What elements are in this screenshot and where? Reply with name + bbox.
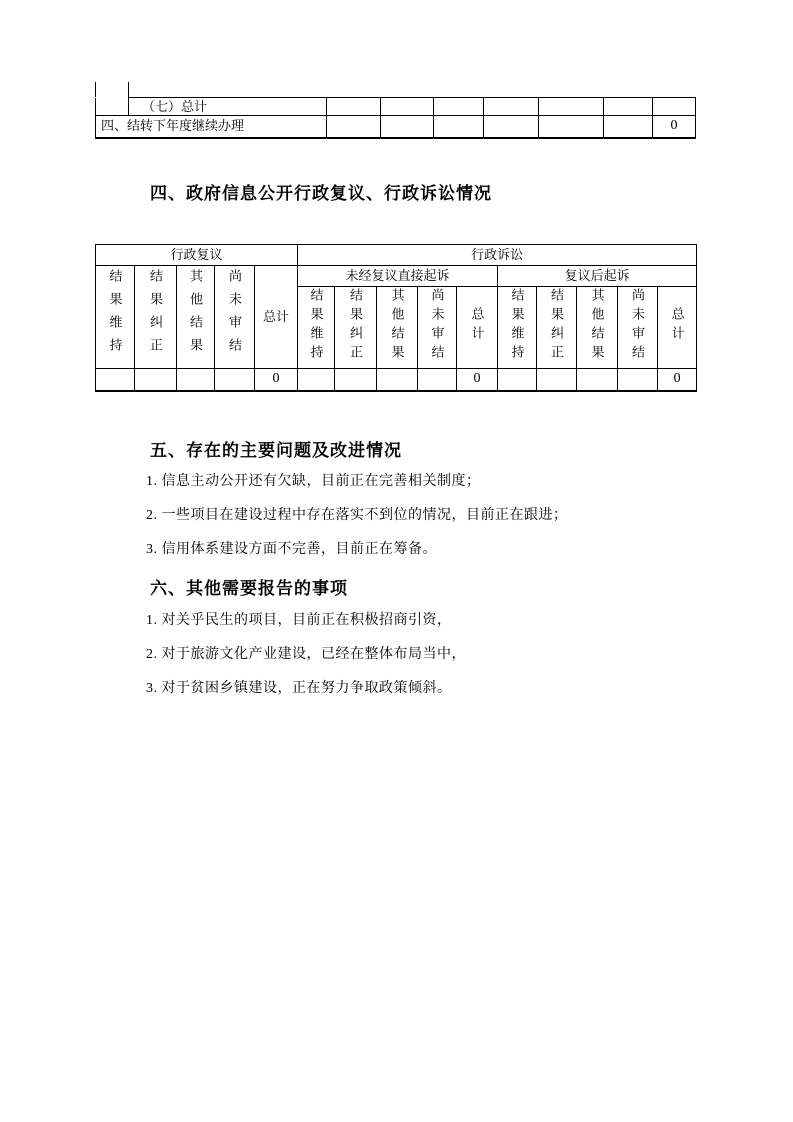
col-label: 其他结果: [389, 287, 405, 364]
section-5-item-3: 3. 信用体系建设方面不完善，目前正在筹备。: [146, 542, 437, 557]
empty-cell: [604, 98, 653, 116]
continued-category-cell: [96, 98, 129, 116]
carryover-row: [96, 116, 696, 138]
empty-cell: [215, 369, 255, 391]
col-label: 尚未审结: [630, 287, 646, 364]
empty-cell: [484, 98, 539, 116]
col-after-upheld: [498, 287, 537, 369]
empty-cell: [537, 369, 577, 391]
col-after-pending: [618, 287, 658, 369]
carryover-label: 四、结转下年度继续办理: [96, 116, 327, 138]
section-5-item-2: 2. 一些项目在建设过程中存在落实不到位的情况，目前正在跟进；: [146, 508, 568, 523]
direct-lawsuit-total-value: 0: [457, 369, 498, 391]
subtotal-label: （七）总计: [129, 98, 327, 116]
col-label: 总计: [469, 306, 485, 345]
col-label: 结果纠正: [148, 269, 163, 362]
col-label: 结果维持: [308, 287, 324, 364]
col-reconsideration-pending: [215, 266, 255, 369]
col-reconsideration-other: [177, 266, 215, 369]
col-direct-total: [457, 287, 498, 369]
empty-cell: [498, 369, 537, 391]
col-label: 其他结果: [589, 287, 605, 364]
empty-cell: [618, 369, 658, 391]
empty-cell: [484, 116, 539, 138]
empty-cell: [604, 116, 653, 138]
empty-cell: [377, 369, 418, 391]
data-row: [96, 369, 697, 391]
section-6-item-1: 1. 对关乎民生的项目，目前正在积极招商引资，: [146, 613, 452, 628]
admin-litigation-header: 行政诉讼: [298, 245, 697, 266]
empty-cell: [434, 116, 484, 138]
section-4-heading: 四、政府信息公开行政复议、行政诉讼情况: [150, 184, 492, 203]
table-continuation-line-right: [128, 82, 129, 97]
empty-cell: [381, 116, 434, 138]
col-label: 结果维持: [509, 287, 525, 364]
col-direct-other: [377, 287, 418, 369]
after-reconsideration-lawsuit-subheader: 复议后起诉: [498, 266, 697, 287]
empty-cell: [653, 98, 696, 116]
section-5-item-1: 1. 信息主动公开还有欠缺，目前正在完善相关制度；: [146, 474, 481, 489]
col-label: 尚未审结: [227, 269, 242, 362]
carryover-table: [95, 97, 696, 139]
empty-cell: [539, 98, 604, 116]
direct-lawsuit-subheader: 未经复议直接起诉: [298, 266, 498, 287]
group-header-row: [96, 245, 697, 266]
empty-cell: [327, 116, 381, 138]
section-6-item-3: 3. 对于贫困乡镇建设，正在努力争取政策倾斜。: [146, 681, 452, 696]
reconsideration-total-value: 0: [255, 369, 298, 391]
col-reconsideration-upheld: [96, 266, 135, 369]
col-after-corrected: [537, 287, 577, 369]
col-label: 结果纠正: [549, 287, 565, 364]
section-6-heading: 六、其他需要报告的事项: [150, 579, 348, 598]
empty-cell: [434, 98, 484, 116]
empty-cell: [298, 369, 335, 391]
col-label: 其他结果: [188, 269, 203, 362]
empty-cell: [418, 369, 457, 391]
section-6-item-2: 2. 对于旅游文化产业建设，已经在整体布局当中，: [146, 647, 466, 662]
admin-reconsideration-header: 行政复议: [96, 245, 298, 266]
col-label: 结果维持: [107, 269, 123, 362]
col-direct-corrected: [335, 287, 377, 369]
empty-cell: [177, 369, 215, 391]
col-direct-upheld: [298, 287, 335, 369]
empty-cell: [381, 98, 434, 116]
col-after-other: [577, 287, 618, 369]
empty-cell: [577, 369, 618, 391]
carryover-total-value: 0: [653, 116, 696, 138]
col-reconsideration-corrected: [135, 266, 177, 369]
review-litigation-table: [95, 244, 697, 392]
after-lawsuit-total-value: 0: [658, 369, 697, 391]
empty-cell: [335, 369, 377, 391]
empty-cell: [327, 98, 381, 116]
col-label: 尚未审结: [429, 287, 445, 364]
empty-cell: [135, 369, 177, 391]
section-5-heading: 五、存在的主要问题及改进情况: [150, 441, 402, 460]
table-continuation-line-left: [95, 82, 96, 97]
subgroup-header-row: [96, 266, 697, 287]
subtotal-row: [96, 98, 696, 116]
col-reconsideration-total: 总计: [255, 266, 298, 369]
col-direct-pending: [418, 287, 457, 369]
col-after-total: [658, 287, 697, 369]
empty-cell: [96, 369, 135, 391]
empty-cell: [539, 116, 604, 138]
col-label: 结果纠正: [348, 287, 364, 364]
col-label: 总计: [669, 306, 685, 345]
